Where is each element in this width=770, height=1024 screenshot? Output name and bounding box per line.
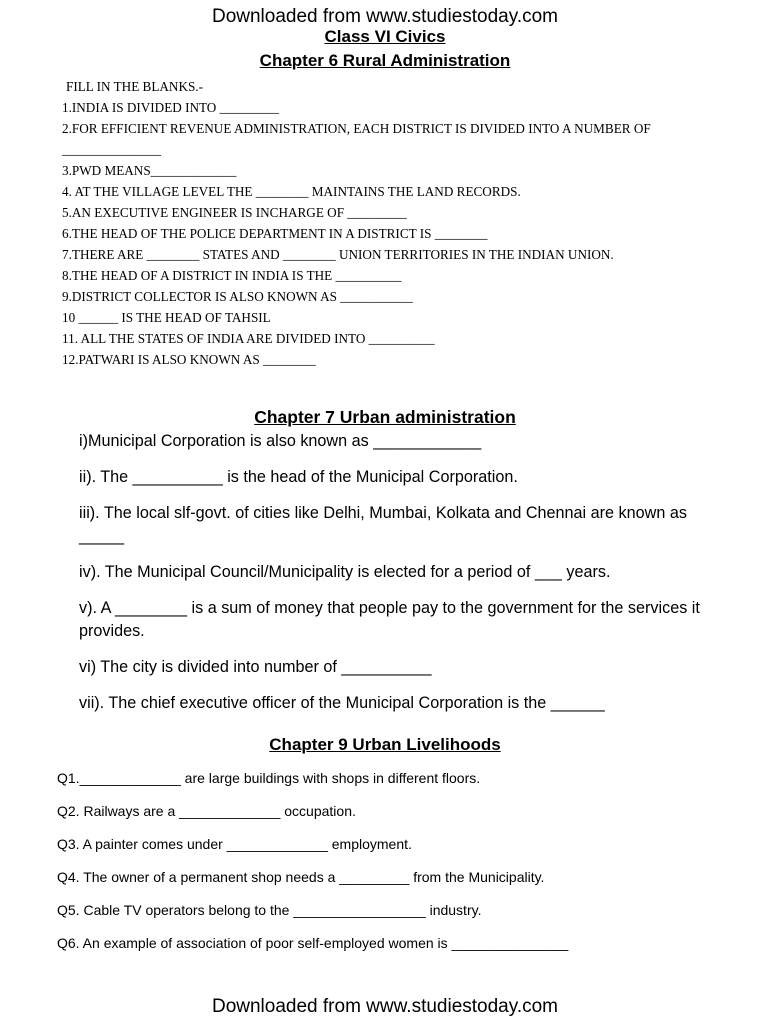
chapter7-question: vii). The chief executive officer of the Municipal Corporation is the ______	[79, 694, 605, 712]
chapter9-question: Q5. Cable TV operators belong to the _________________ industry.	[57, 902, 482, 918]
chapter7-questions	[79, 430, 729, 728]
chapter6-question: 2.FOR EFFICIENT REVENUE ADMINISTRATION, EACH DISTRICT IS DIVIDED INTO A NUMBER OF	[62, 121, 651, 136]
chapter7-question: vi) The city is divided into number of __________	[79, 658, 432, 676]
header-watermark: Downloaded from www.studiestoday.com	[211, 6, 559, 27]
chapter6-questions	[62, 76, 742, 370]
chapter6-question: 3.PWD MEANS_____________	[62, 163, 237, 178]
chapter6-question: 11. ALL THE STATES OF INDIA ARE DIVIDED INTO __________	[62, 331, 435, 346]
chapter6-question: 7.THERE ARE ________ STATES AND ________ UNION TERRITORIES IN THE INDIAN UNION.	[62, 247, 614, 262]
chapter6-question: 6.THE HEAD OF THE POLICE DEPARTMENT IN A DISTRICT IS ________	[62, 226, 488, 241]
chapter7-question: v). A ________ is a sum of money that people pay to the government for the services it provides.	[79, 599, 700, 640]
chapter6-question: 5.AN EXECUTIVE ENGINEER IS INCHARGE OF _________	[62, 205, 407, 220]
chapter7-question: ii). The __________ is the head of the Municipal Corporation.	[79, 468, 518, 486]
chapter7-question: iv). The Municipal Council/Municipality is elected for a period of ___ years.	[79, 563, 611, 581]
footer-watermark: Downloaded from www.studiestoday.com	[211, 996, 559, 1017]
chapter9-title: Chapter 9 Urban Livelihoods	[269, 735, 501, 754]
chapter9-question: Q4. The owner of a permanent shop needs a _________ from the Municipality.	[57, 869, 545, 885]
chapter6-question: 4. AT THE VILLAGE LEVEL THE ________ MAINTAINS THE LAND RECORDS.	[62, 184, 521, 199]
chapter6-question-blank: _______________	[62, 142, 161, 157]
chapter9-question: Q1._____________ are large buildings with shops in different floors.	[57, 770, 481, 786]
chapter9-questions	[57, 768, 737, 966]
chapter6-question: 8.THE HEAD OF A DISTRICT IN INDIA IS THE __________	[62, 268, 402, 283]
chapter6-question: 9.DISTRICT COLLECTOR IS ALSO KNOWN AS ___________	[62, 289, 413, 304]
chapter9-question: Q2. Railways are a _____________ occupation.	[57, 803, 356, 819]
chapter7-question: i)Municipal Corporation is also known as ____________	[79, 432, 482, 450]
chapter6-question: 10 ______ IS THE HEAD OF TAHSIL	[62, 310, 271, 325]
chapter6-title: Chapter 6 Rural Administration	[259, 51, 511, 70]
chapter7-question: iii). The local slf-govt. of cities like Delhi, Mumbai, Kolkata and Chennai are known as _____	[79, 504, 687, 545]
chapter9-question: Q6. An example of association of poor self-employed women is _______________	[57, 935, 569, 951]
chapter6-question: 12.PATWARI IS ALSO KNOWN AS ________	[62, 352, 316, 367]
chapter6-question: 1.INDIA IS DIVIDED INTO _________	[62, 100, 279, 115]
chapter9-question: Q3. A painter comes under _____________ employment.	[57, 836, 412, 852]
class-title: Class VI Civics	[324, 27, 446, 46]
chapter7-title: Chapter 7 Urban administration	[254, 407, 516, 427]
chapter6-intro: FILL IN THE BLANKS.-	[66, 79, 203, 94]
